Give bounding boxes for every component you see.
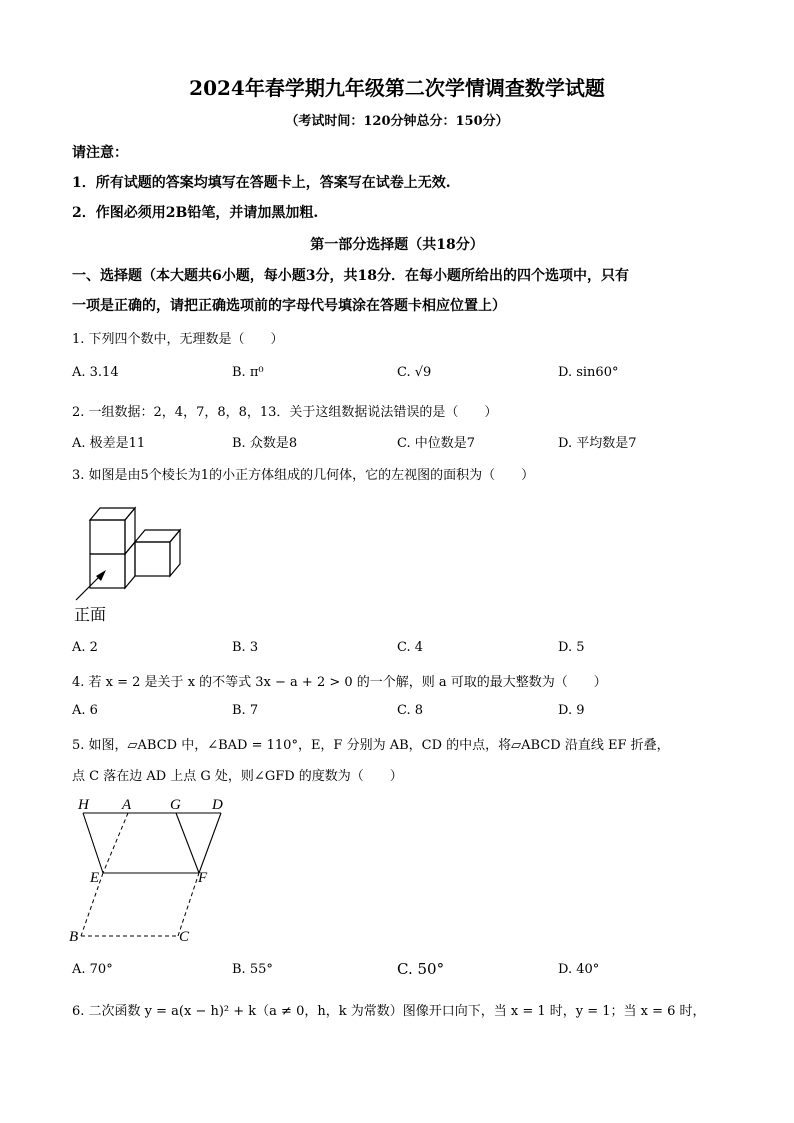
cube-top-face-1 [90, 508, 135, 520]
point-f-label: F [198, 870, 208, 886]
question-1-stem: 1. 下列四个数中，无理数是（ ） [72, 332, 284, 347]
q5-option-a: A. 70° [72, 962, 113, 977]
edge-gf [176, 813, 199, 873]
q3-option-d: D. 5 [558, 640, 585, 655]
edge-he [83, 813, 103, 873]
point-e-label: E [90, 870, 100, 886]
q2-option-b: B. 众数是8 [232, 436, 298, 451]
part1-instruction-line2: 一项是正确的，请把正确选项前的字母代号填涂在答题卡相应位置上） [72, 298, 506, 314]
exam-subtitle: （考试时间：120分钟总分：150分） [285, 114, 509, 129]
q1-option-a: A. 3.14 [72, 365, 119, 380]
point-b-label: B [69, 929, 79, 945]
q1-option-c: C. √9 [397, 365, 432, 380]
q4-option-a: A. 6 [72, 703, 98, 718]
point-g-label: G [170, 797, 181, 813]
q1-option-b: B. π⁰ [232, 365, 264, 380]
q1-option-d: D. sin60° [558, 365, 619, 380]
exam-title: 2024年春学期九年级第二次学情调查数学试题 [189, 76, 605, 100]
point-c-label: C [179, 929, 190, 945]
notice-item-2: 2．作图必须用2B铅笔，并请加黑加粗. [72, 205, 319, 221]
q5-option-d: D. 40° [558, 962, 600, 977]
question-4-stem: 4. 若 x = 2 是关于 x 的不等式 3x − a + 2 > 0 的一个解，则 a 可取的最大整数为（ ） [72, 675, 607, 690]
q5-option-c: C. 50° [397, 960, 445, 978]
cube-front-face-1 [90, 520, 125, 554]
cube-figure [68, 496, 198, 631]
q4-option-d: D. 9 [558, 703, 585, 718]
cube-side-face-2 [125, 542, 135, 588]
cube-side-face-3 [170, 530, 180, 576]
q2-option-a: A. 极差是11 [72, 436, 146, 451]
point-d-label: D [212, 797, 223, 813]
q3-option-b: B. 3 [232, 640, 259, 655]
q2-option-d: D. 平均数是7 [558, 436, 637, 451]
cube-front-face-2 [90, 554, 125, 588]
question-5-stem-line2: 点 C 落在边 AD 上点 G 处，则∠GFD 的度数为（ ） [72, 769, 403, 784]
question-3-stem: 3. 如图是由5个棱长为1的小正方体组成的几何体，它的左视图的面积为（ ） [72, 468, 535, 483]
part1-instruction-line1: 一、选择题（本大题共6小题，每小题3分，共18分．在每小题所给出的四个选项中，只有 [72, 268, 629, 284]
part1-title: 第一部分选择题（共18分） [310, 237, 484, 253]
notice-item-1: 1．所有试题的答案均填写在答题卡上，答案写在试卷上无效. [72, 175, 451, 191]
q3-option-a: A. 2 [72, 640, 98, 655]
cube-top-face-3 [135, 530, 180, 542]
parallelogram-figure [66, 794, 236, 949]
notice-heading: 请注意： [72, 145, 128, 161]
point-a-label: A [122, 797, 132, 813]
q4-option-b: B. 7 [232, 703, 259, 718]
question-2-stem: 2. 一组数据：2，4，7，8，8，13．关于这组数据说法错误的是（ ） [72, 405, 498, 420]
dashed-ae [103, 813, 128, 873]
question-5-stem-line1: 5. 如图，▱ABCD 中，∠BAD = 110°，E，F 分别为 AB，CD 的中点，将▱ABCD 沿直线 EF 折叠， [72, 738, 670, 753]
question-6-stem: 6. 二次函数 y = a(x − h)² + k（a ≠ 0，h，k 为常数）图像开口向下，当 x = 1 时，y = 1；当 x = 6 时， [72, 1004, 706, 1019]
q5-option-b: B. 55° [232, 962, 273, 977]
front-arrow-head [96, 570, 106, 581]
front-label: 正面 [74, 607, 107, 624]
q3-option-c: C. 4 [397, 640, 424, 655]
edge-df [199, 813, 221, 873]
q4-option-c: C. 8 [397, 703, 424, 718]
cube-front-face-3 [135, 542, 170, 576]
q2-option-c: C. 中位数是7 [397, 436, 476, 451]
dashed-cf [178, 873, 199, 936]
point-h-label: H [78, 797, 89, 813]
